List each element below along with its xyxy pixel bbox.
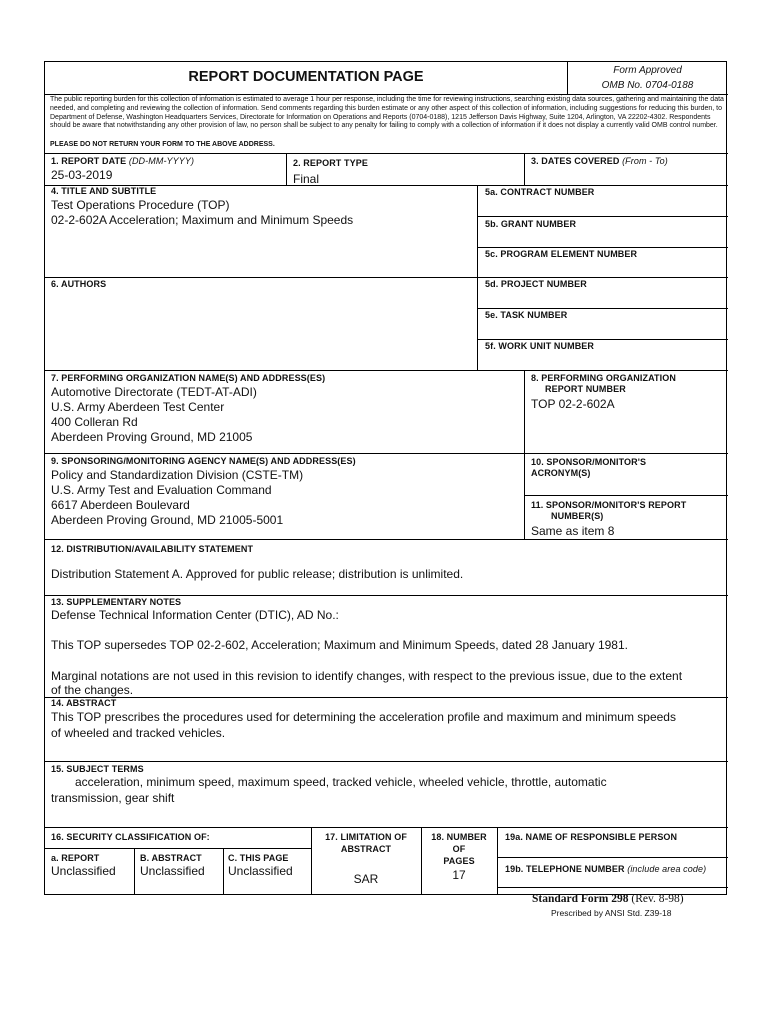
task-number-label: 5e. TASK NUMBER — [485, 310, 568, 320]
report-class-value: Unclassified — [51, 864, 116, 878]
performing-org-label: 7. PERFORMING ORGANIZATION NAME(S) AND ADDRESS(ES) — [51, 373, 326, 383]
sponsor-report-label-2: NUMBER(S) — [551, 511, 604, 521]
sponsoring-agency-line: 6617 Aberdeen Boulevard — [51, 498, 190, 512]
performing-org-line: Automotive Directorate (TEDT-AT-ADI) — [51, 385, 257, 399]
subject-terms-line: acceleration, minimum speed, maximum speed, tracked vehicle, wheeled vehicle, throttle, automatic — [75, 775, 607, 789]
divider — [286, 153, 287, 185]
divider — [45, 595, 728, 596]
form-approved-label: Form Approved — [613, 65, 682, 76]
divider — [45, 827, 728, 828]
distribution-label: 12. DISTRIBUTION/AVAILABILITY STATEMENT — [51, 544, 254, 554]
divider — [223, 848, 224, 895]
divider — [45, 539, 728, 540]
performing-report-label-2: REPORT NUMBER — [545, 384, 626, 394]
report-documentation-form — [44, 61, 727, 895]
page-class-value: Unclassified — [228, 864, 293, 878]
sponsoring-agency-line: Policy and Standardization Division (CSTE-TM) — [51, 468, 304, 482]
do-not-return-notice: PLEASE DO NOT RETURN YOUR FORM TO THE ABOVE ADDRESS. — [50, 141, 275, 148]
divider — [497, 887, 728, 888]
performing-report-number: TOP 02-2-602A — [531, 397, 615, 411]
grant-number-label: 5b. GRANT NUMBER — [485, 219, 577, 229]
abstract-label: 14. ABSTRACT — [51, 698, 117, 708]
performing-org-line: U.S. Army Aberdeen Test Center — [51, 400, 225, 414]
pages-label: 18. NUMBER — [431, 832, 487, 842]
supplementary-line: This TOP supersedes TOP 02-2-602, Acceleration; Maximum and Minimum Speeds, dated 28 January 1981. — [51, 638, 628, 652]
security-classification-label: 16. SECURITY CLASSIFICATION OF: — [51, 832, 210, 842]
divider — [45, 153, 728, 154]
project-number-label: 5d. PROJECT NUMBER — [485, 279, 587, 289]
report-type-value: Final — [293, 172, 320, 186]
sponsoring-agency-line: Aberdeen Proving Ground, MD 21005-5001 — [51, 513, 284, 527]
report-class-label: a. REPORT — [51, 853, 100, 863]
title-subtitle-label: 4. TITLE AND SUBTITLE — [51, 186, 157, 196]
contract-number-label: 5a. CONTRACT NUMBER — [485, 187, 595, 197]
responsible-person-label: 19a. NAME OF RESPONSIBLE PERSON — [505, 832, 678, 842]
divider — [524, 153, 525, 185]
page-class-label: C. THIS PAGE — [228, 853, 289, 863]
title-line-2: 02-2-602A Acceleration; Maximum and Minimum Speeds — [51, 213, 354, 227]
omb-number: OMB No. 0704-0188 — [601, 80, 694, 91]
divider — [477, 247, 728, 248]
sponsoring-agency-label: 9. SPONSORING/MONITORING AGENCY NAME(S) AND ADDRESS(ES) — [51, 456, 356, 466]
limitation-value: SAR — [353, 872, 379, 886]
divider — [477, 339, 728, 340]
abstract-class-label: B. ABSTRACT — [140, 853, 202, 863]
pages-label-2: OF — [452, 844, 466, 854]
divider — [45, 453, 728, 454]
supplementary-notes-label: 13. SUPPLEMENTARY NOTES — [51, 597, 182, 607]
subject-terms-line: transmission, gear shift — [51, 791, 175, 805]
abstract-line: of wheeled and tracked vehicles. — [51, 726, 226, 740]
performing-report-label: 8. PERFORMING ORGANIZATION — [531, 373, 676, 383]
program-element-label: 5c. PROGRAM ELEMENT NUMBER — [485, 249, 638, 259]
title-line-1: Test Operations Procedure (TOP) — [51, 198, 230, 212]
divider — [134, 848, 135, 895]
limitation-label-2: ABSTRACT — [340, 844, 392, 854]
burden-statement: The public reporting burden for this collection of information is estimated to average 1 hour per response, including the time for reviewing instructions, searching existing data sources, gathering and maintaining the data needed, and completing and reviewing the collection of information. Send comments regarding this burden estimate or any other aspect of this collection of information, including suggestions for reducing this burden, to Department of Defense, Washington Headquarters Services, Directorate for Information on Operations and Reports (0704-0188), 1215 Jefferson Davis Highway, Suite 1204, Arlington, VA 22202-4302. Respondents should be aware that notwithstanding any other provision of law, no person shall be subject to any penalty for failing to comply with a collection of information if it does not display a currently valid OMB control number. — [50, 96, 724, 130]
abstract-class-value: Unclassified — [140, 864, 205, 878]
divider — [45, 277, 728, 278]
sponsor-report-label: 11. SPONSOR/MONITOR'S REPORT — [531, 500, 687, 510]
divider — [45, 697, 728, 698]
divider — [45, 848, 311, 849]
limitation-label: 17. LIMITATION OF — [325, 832, 407, 842]
pages-label-3: PAGES — [443, 856, 475, 866]
sponsoring-agency-line: U.S. Army Test and Evaluation Command — [51, 483, 272, 497]
page-title: REPORT DOCUMENTATION PAGE — [188, 69, 424, 85]
divider — [477, 216, 728, 217]
divider — [524, 495, 728, 496]
supplementary-line: Marginal notations are not used in this revision to identify changes, with respect to the previous issue, due to the extent — [51, 669, 683, 683]
divider — [45, 370, 728, 371]
divider — [524, 370, 525, 539]
standard-form-label: Standard Form 298 (Rev. 8-98) — [532, 893, 684, 905]
supplementary-line: Defense Technical Information Center (DTIC), AD No.: — [51, 608, 339, 622]
report-date-label: 1. REPORT DATE (DD-MM-YYYY) — [51, 156, 195, 166]
prescribed-by: Prescribed by ANSI Std. Z39-18 — [551, 908, 672, 918]
divider — [45, 761, 728, 762]
divider — [477, 308, 728, 309]
pages-value: 17 — [452, 868, 466, 882]
divider — [497, 827, 498, 895]
divider — [45, 94, 728, 95]
subject-terms-label: 15. SUBJECT TERMS — [51, 764, 144, 774]
sponsor-acronym-label-2: ACRONYM(S) — [531, 468, 591, 478]
abstract-line: This TOP prescribes the procedures used for determining the acceleration profile and maximum and minimum speeds — [51, 710, 676, 724]
performing-org-line: 400 Colleran Rd — [51, 415, 138, 429]
sponsor-report-number: Same as item 8 — [531, 524, 615, 538]
supplementary-line: of the changes. — [51, 683, 134, 697]
work-unit-label: 5f. WORK UNIT NUMBER — [485, 341, 594, 351]
sponsor-acronym-label: 10. SPONSOR/MONITOR'S — [531, 457, 647, 467]
distribution-statement: Distribution Statement A. Approved for public release; distribution is unlimited. — [51, 567, 464, 581]
authors-label: 6. AUTHORS — [51, 279, 107, 289]
divider — [497, 857, 728, 858]
report-date-value: 25-03-2019 — [51, 168, 113, 182]
report-type-label: 2. REPORT TYPE — [293, 158, 368, 168]
telephone-label: 19b. TELEPHONE NUMBER (include area code) — [505, 864, 707, 874]
performing-org-line: Aberdeen Proving Ground, MD 21005 — [51, 430, 253, 444]
dates-covered-label: 3. DATES COVERED (From - To) — [531, 156, 668, 166]
